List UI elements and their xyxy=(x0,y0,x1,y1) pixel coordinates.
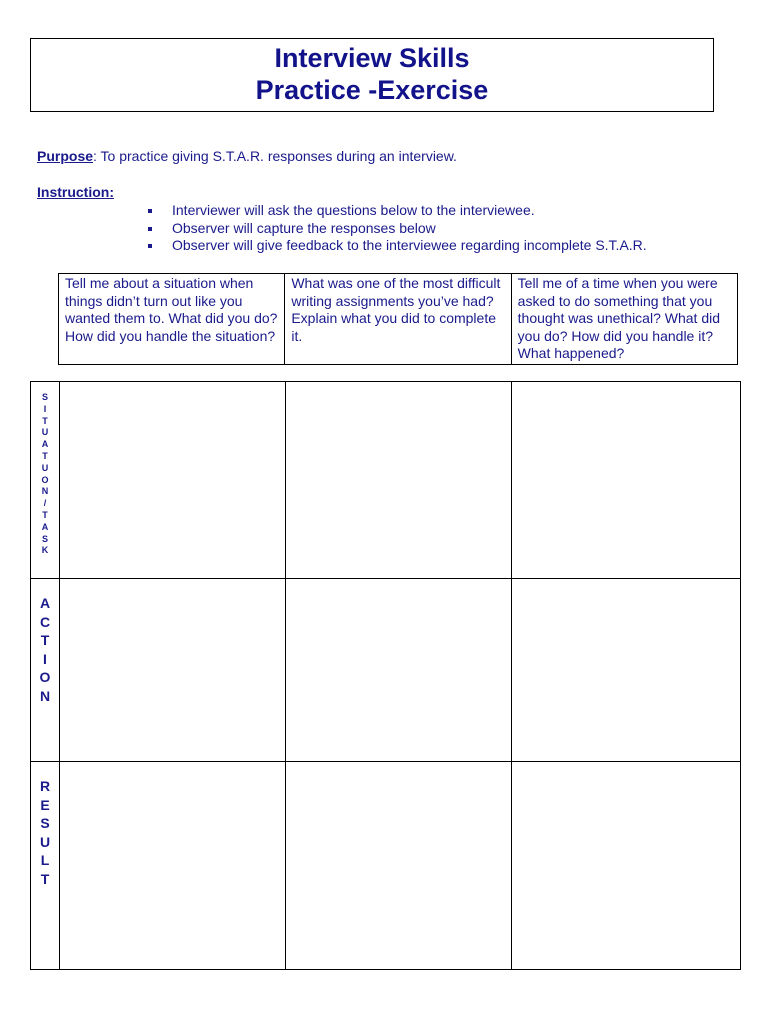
bullet-icon xyxy=(148,227,152,231)
situation-response-3[interactable] xyxy=(512,382,741,579)
label-letter: O xyxy=(39,669,51,685)
purpose-text: : To practice giving S.T.A.R. responses during an interview. xyxy=(93,148,457,164)
result-label xyxy=(31,762,59,888)
result-response-2[interactable] xyxy=(286,762,512,970)
action-response-2[interactable] xyxy=(286,579,512,762)
page-title: Interview Skills xyxy=(274,43,470,73)
bullet-icon xyxy=(148,209,152,213)
question-1: Tell me about a situation when things didn’t turn out like you wanted them to. What did you do? How did you handle the situation? xyxy=(59,274,285,365)
label-letter: C xyxy=(39,613,51,630)
purpose-label: Purpose xyxy=(37,148,94,164)
star-response-table xyxy=(30,381,741,970)
table-row-situation xyxy=(31,382,741,579)
label-letter: A xyxy=(39,595,51,611)
label-letter: L xyxy=(40,852,50,868)
table-row-result xyxy=(31,762,741,970)
label-letter: S xyxy=(40,815,50,831)
table-row-action xyxy=(31,579,741,762)
label-letter: T xyxy=(40,632,50,648)
action-label-cell xyxy=(31,579,60,762)
label-letter: I xyxy=(43,650,47,667)
label-letter: T xyxy=(42,509,48,520)
result-response-3[interactable] xyxy=(512,762,741,970)
situation-response-2[interactable] xyxy=(286,382,512,579)
label-letter: N xyxy=(39,687,51,704)
label-letter: R xyxy=(39,778,51,794)
action-response-1[interactable] xyxy=(60,579,286,762)
situation-task-label xyxy=(31,382,59,557)
bullet-icon xyxy=(148,244,152,248)
situation-task-label-cell xyxy=(31,382,60,579)
instruction-item-2: Observer will capture the responses below xyxy=(172,219,436,236)
label-letter: U xyxy=(41,462,49,473)
action-response-3[interactable] xyxy=(512,579,741,762)
label-letter: U xyxy=(39,833,51,850)
purpose-line xyxy=(37,148,457,165)
label-letter: K xyxy=(41,545,49,556)
label-letter: A xyxy=(41,521,49,532)
list-item xyxy=(148,237,647,255)
instruction-label: Instruction: xyxy=(37,184,114,200)
result-label-cell xyxy=(31,762,60,970)
label-letter: U xyxy=(41,427,49,438)
label-letter: T xyxy=(40,870,50,887)
label-letter: S xyxy=(41,392,48,402)
questions-table xyxy=(58,273,738,365)
action-label xyxy=(31,579,59,705)
label-letter: A xyxy=(41,439,49,450)
label-letter: O xyxy=(41,474,49,485)
instruction-item-3: Observer will give feedback to the interviewee regarding incomplete S.T.A.R. xyxy=(172,237,647,253)
label-letter: S xyxy=(41,533,48,544)
question-3: Tell me of a time when you were asked to do something that you thought was unethical? What did you do? How did you handle it? What happened? xyxy=(511,274,737,365)
label-letter: T xyxy=(42,450,48,461)
page-subtitle: Practice -Exercise xyxy=(255,75,489,105)
instruction-list xyxy=(148,202,647,255)
instruction-item-1: Interviewer will ask the questions below to the interviewee. xyxy=(172,202,535,218)
label-letter: I xyxy=(43,403,47,414)
list-item xyxy=(148,202,647,220)
label-letter: / xyxy=(43,498,47,509)
result-response-1[interactable] xyxy=(60,762,286,970)
list-item xyxy=(148,220,647,238)
title-box xyxy=(30,38,714,112)
question-2: What was one of the most difficult writing assignments you’ve had? Explain what you did to complete it. xyxy=(285,274,511,365)
situation-response-1[interactable] xyxy=(60,382,286,579)
label-letter: E xyxy=(40,796,50,813)
label-letter: T xyxy=(42,415,48,426)
table-row xyxy=(59,274,738,365)
label-letter: N xyxy=(41,486,49,497)
